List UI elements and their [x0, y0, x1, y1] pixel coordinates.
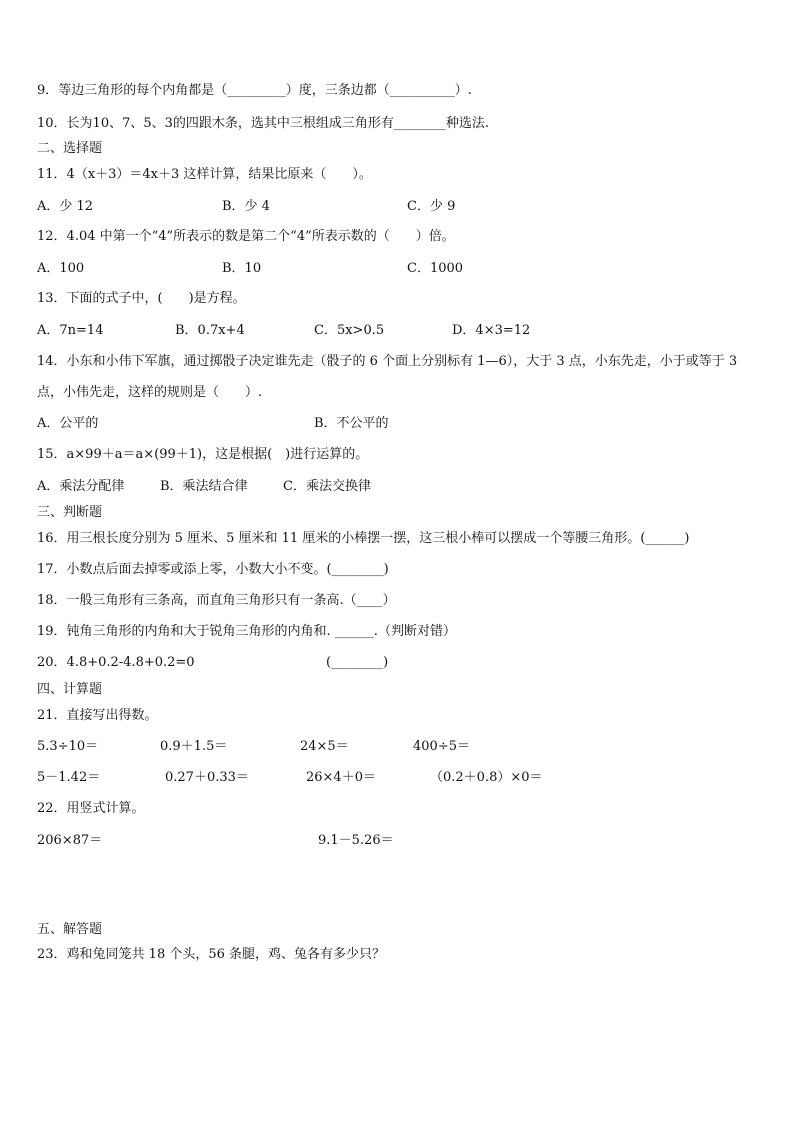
q13-option-c: C．5x>0.5 [314, 323, 385, 338]
calc-item: 5－1.42＝ [37, 770, 101, 785]
question-22: 22．用竖式计算。 [37, 801, 145, 816]
q20-answer-blank: (________) [326, 655, 389, 670]
calc-item: 0.9＋1.5＝ [160, 739, 228, 754]
q11-option-b: B．少 4 [222, 199, 270, 214]
q13-option-b: B．0.7x+4 [175, 323, 245, 338]
section-solve-title: 五、解答题 [37, 922, 103, 937]
question-20: 20．4.8+0.2-4.8+0.2=0 [37, 655, 195, 670]
q12-option-a: A．100 [37, 261, 85, 276]
section-judge-title: 三、判断题 [37, 505, 103, 520]
calc-item: 24×5＝ [300, 739, 349, 754]
question-15: 15．a×99＋a＝a×(99＋1)，这是根据( )进行运算的。 [37, 447, 369, 462]
q14-option-b: B．不公平的 [314, 416, 389, 431]
q11-option-c: C．少 9 [407, 199, 456, 214]
q11-option-a: A．少 12 [37, 199, 94, 214]
question-21: 21．直接写出得数。 [37, 708, 158, 723]
calc-item: 5.3÷10＝ [37, 739, 99, 754]
q15-option-b: B．乘法结合律 [160, 479, 248, 494]
question-16: 16．用三根长度分别为 5 厘米、5 厘米和 11 厘米的小棒摆一摆，这三根小棒可以摆成一个等腰三角形。(______) [37, 531, 690, 546]
q12-option-c: C．1000 [407, 261, 464, 276]
calc-item: 26×4＋0＝ [306, 770, 376, 785]
question-23: 23．鸡和兔同笼共 18 个头，56 条腿，鸡、兔各有多少只？ [37, 947, 386, 962]
q14-option-a: A．公平的 [37, 416, 99, 431]
q13-option-d: D．4×3=12 [452, 323, 531, 338]
question-12: 12．4.04 中第一个“4”所表示的数是第二个“4”所表示数的（ ）倍。 [37, 229, 455, 244]
calc-item: （0.2＋0.8）×0＝ [430, 770, 543, 785]
vertical-calc-item: 206×87＝ [37, 833, 103, 848]
q15-option-a: A．乘法分配律 [37, 479, 125, 494]
calc-item: 400÷5＝ [413, 739, 470, 754]
question-18: 18．一般三角形有三条高，而直角三角形只有一条高.（____） [37, 593, 396, 608]
q13-option-a: A．7n=14 [37, 323, 104, 338]
calc-item: 0.27＋0.33＝ [165, 770, 249, 785]
q15-option-c: C．乘法交换律 [283, 479, 371, 494]
question-10: 10．长为10、7、5、3的四跟木条，选其中三根组成三角形有________种选法. [37, 116, 490, 131]
question-9: 9．等边三角形的每个内角都是（_________）度，三条边都（__________）. [37, 83, 472, 98]
question-11: 11．4（x＋3）＝4x＋3 这样计算，结果比原来（ ）。 [37, 167, 372, 182]
section-choice-title: 二、选择题 [37, 141, 103, 156]
q12-option-b: B．10 [222, 261, 262, 276]
section-calc-title: 四、计算题 [37, 682, 103, 697]
question-17: 17．小数点后面去掉零或添上零，小数大小不变。(________) [37, 562, 389, 577]
vertical-calc-item: 9.1－5.26＝ [318, 833, 394, 848]
question-14: 14．小东和小伟下军旗，通过掷骰子决定谁先走（骰子的 6 个面上分别标有 1—6），大于 3 点，小东先走，小于或等于 3 点，小伟先走，这样的规则是（ ）. [37, 354, 738, 400]
question-19: 19．钝角三角形的内角和大于锐角三角形的内角和. ______.（判断对错） [37, 624, 456, 639]
question-13: 13．下面的式子中，( )是方程。 [37, 291, 246, 306]
